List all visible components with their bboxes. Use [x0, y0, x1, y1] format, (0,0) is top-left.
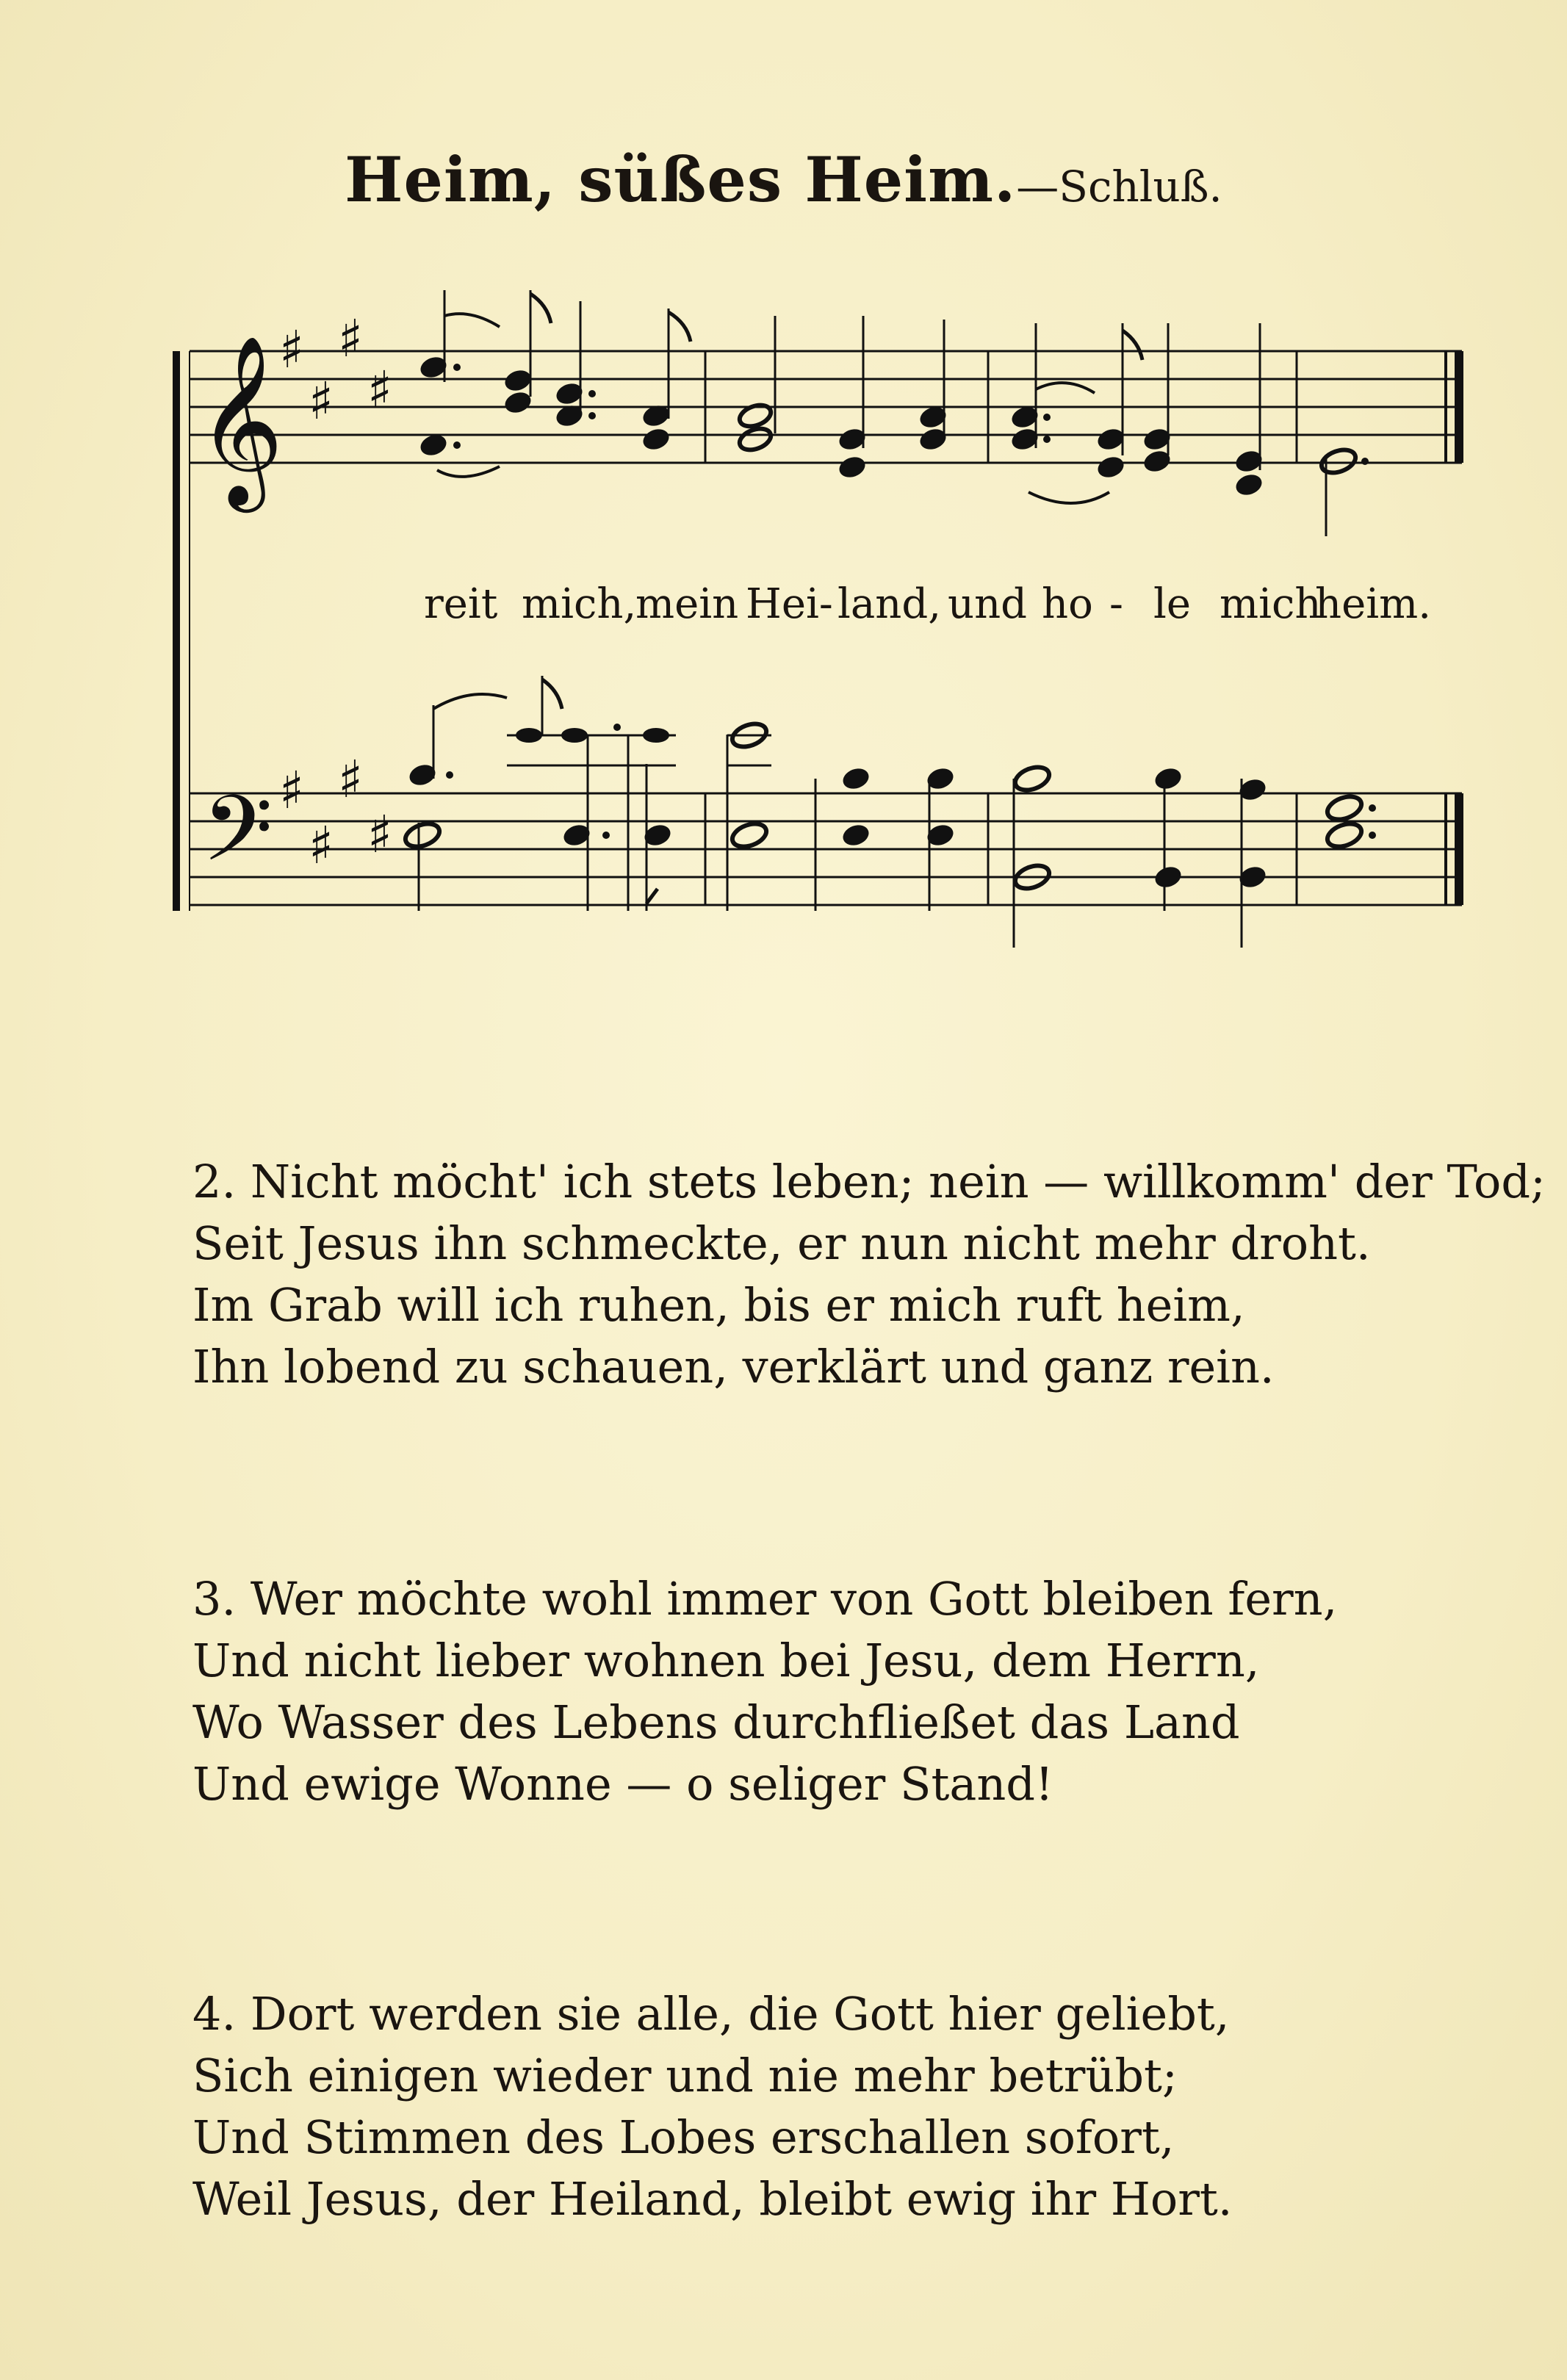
treble-clef-icon: 𝄞 — [197, 334, 284, 505]
verse-line: Ihn lobend zu schauen, verklärt und ganz rein. — [192, 1340, 1275, 1393]
verse-line: Und nicht lieber wohnen bei Jesu, dem Herrn, — [192, 1634, 1260, 1687]
lyric-syllable: mich — [1220, 580, 1322, 628]
bass-notes — [403, 720, 1376, 893]
lyric-syllable: - — [1109, 580, 1123, 628]
verse-line: 3. Wer möchte wohl immer von Gott bleiben fern, — [192, 1572, 1338, 1626]
lyric-syllable: mein — [635, 580, 739, 628]
lyric-syllable: reit — [424, 580, 498, 628]
svg-text:♯: ♯ — [279, 320, 304, 380]
bass-clef-icon: 𝄢 — [202, 776, 273, 904]
verse-3 — [192, 1568, 1515, 1815]
lyric-syllable: mich, — [522, 580, 637, 628]
verse-line: Weil Jesus, der Heiland, bleibt ewig ihr Hort. — [192, 2172, 1233, 2226]
verse-4 — [192, 1983, 1515, 2230]
verse-line: 2. Nicht möcht' ich stets leben; nein — willkomm' der Tod; — [192, 1155, 1546, 1208]
bass-stems — [419, 676, 1242, 948]
svg-text:♯: ♯ — [309, 815, 334, 876]
verse-line: Und ewige Wonne — o seliger Stand! — [192, 1757, 1053, 1811]
music-notation — [0, 0, 1567, 955]
treble-notes — [418, 354, 1369, 499]
verse-2 — [192, 1151, 1546, 1398]
lyric-syllable: heim. — [1315, 580, 1432, 628]
verse-line: Und Stimmen des Lobes erschallen sofort, — [192, 2110, 1175, 2164]
lyric-syllable: und — [948, 580, 1027, 628]
title-main: Heim, süßes Heim. — [345, 143, 1017, 216]
lyric-syllable: Hei- — [746, 580, 833, 628]
svg-text:♯: ♯ — [279, 760, 304, 821]
svg-text:♯: ♯ — [367, 804, 392, 865]
verse-line: Im Grab will ich ruhen, bis er mich ruft heim, — [192, 1278, 1245, 1332]
verse-line: Seit Jesus ihn schmeckte, er nun nicht mehr droht. — [192, 1216, 1371, 1270]
lyric-syllable: le — [1153, 580, 1192, 628]
verse-line: Sich einigen wieder und nie mehr betrübt; — [192, 2049, 1178, 2102]
bass-key-signature — [279, 749, 392, 876]
lyric-syllable: ho — [1042, 580, 1093, 628]
svg-text:♯: ♯ — [367, 360, 392, 420]
verse-line: 4. Dort werden sie alle, die Gott hier geliebt, — [192, 1987, 1230, 2041]
title-suffix: —Schluß. — [1016, 162, 1222, 212]
verse-line: Wo Wasser des Lebens durchfließet das Land — [192, 1695, 1240, 1749]
lyric-line — [0, 580, 1567, 639]
svg-text:♯: ♯ — [309, 371, 334, 431]
lyric-syllable: land, — [837, 580, 942, 628]
svg-text:♯: ♯ — [338, 749, 363, 809]
treble-key-signature — [279, 309, 392, 431]
svg-text:♯: ♯ — [338, 309, 363, 369]
